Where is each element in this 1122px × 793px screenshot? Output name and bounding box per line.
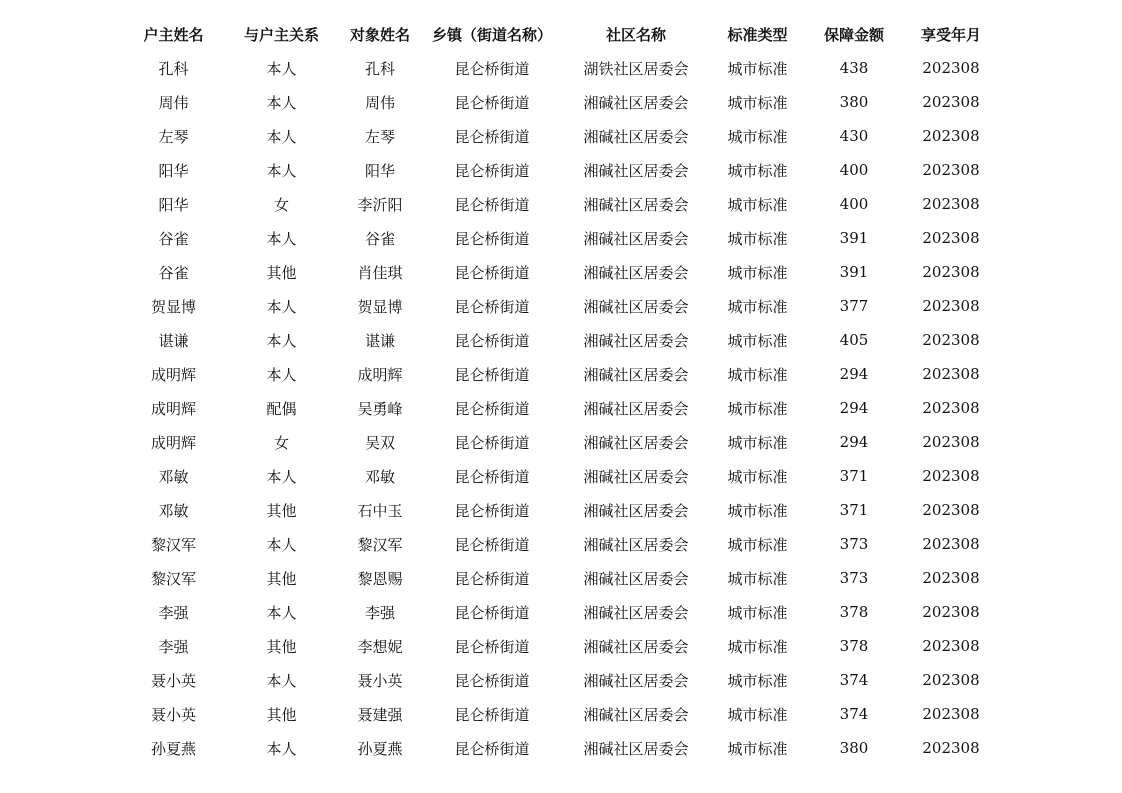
subdistrict-cell: 昆仑桥街道 bbox=[454, 637, 530, 656]
standard-type-cell: 城市标准 bbox=[727, 365, 788, 384]
householder-name-cell: 李强 bbox=[158, 603, 189, 622]
standard-type-cell: 城市标准 bbox=[727, 569, 788, 588]
community-cell: 湘碱社区居委会 bbox=[583, 569, 689, 588]
householder-name-cell: 邓敏 bbox=[158, 467, 189, 486]
recipient-name-cell: 吴双 bbox=[364, 433, 395, 452]
table-row bbox=[122, 595, 999, 629]
recipient-name-cell: 孔科 bbox=[364, 59, 395, 78]
standard-type-cell: 城市标准 bbox=[727, 603, 788, 622]
header-amount: 保障金额 bbox=[823, 25, 884, 44]
relation-cell: 本人 bbox=[266, 93, 297, 112]
amount-cell: 380 bbox=[839, 93, 869, 111]
relation-cell: 其他 bbox=[266, 569, 297, 588]
recipient-name-cell: 黎恩赐 bbox=[357, 569, 403, 588]
table-row bbox=[122, 527, 999, 561]
relation-cell: 本人 bbox=[266, 535, 297, 554]
amount-cell: 438 bbox=[839, 59, 869, 77]
header-community: 社区名称 bbox=[605, 25, 666, 44]
standard-type-cell: 城市标准 bbox=[727, 297, 788, 316]
standard-type-cell: 城市标准 bbox=[727, 399, 788, 418]
period-cell: 202308 bbox=[922, 705, 980, 723]
householder-name-cell: 成明辉 bbox=[150, 433, 196, 452]
community-cell: 湖铁社区居委会 bbox=[583, 59, 689, 78]
table-row bbox=[122, 391, 999, 425]
householder-name-cell: 黎汉军 bbox=[150, 535, 196, 554]
standard-type-cell: 城市标准 bbox=[727, 433, 788, 452]
period-cell: 202308 bbox=[922, 569, 980, 587]
header-subdistrict: 乡镇（街道名称） bbox=[431, 25, 552, 44]
table-body bbox=[122, 51, 999, 765]
header-recipient-name: 对象姓名 bbox=[349, 25, 410, 44]
table-row bbox=[122, 289, 999, 323]
recipient-name-cell: 石中玉 bbox=[357, 501, 403, 520]
recipient-name-cell: 聂建强 bbox=[357, 705, 403, 724]
subdistrict-cell: 昆仑桥街道 bbox=[454, 59, 530, 78]
subdistrict-cell: 昆仑桥街道 bbox=[454, 433, 530, 452]
subdistrict-cell: 昆仑桥街道 bbox=[454, 705, 530, 724]
amount-cell: 374 bbox=[839, 671, 869, 689]
amount-cell: 371 bbox=[839, 501, 869, 519]
standard-type-cell: 城市标准 bbox=[727, 229, 788, 248]
householder-name-cell: 贺显博 bbox=[150, 297, 196, 316]
householder-name-cell: 谌谦 bbox=[158, 331, 189, 350]
standard-type-cell: 城市标准 bbox=[727, 331, 788, 350]
subdistrict-cell: 昆仑桥街道 bbox=[454, 365, 530, 384]
householder-name-cell: 孔科 bbox=[158, 59, 189, 78]
recipient-name-cell: 李沂阳 bbox=[357, 195, 403, 214]
relation-cell: 本人 bbox=[266, 331, 297, 350]
period-cell: 202308 bbox=[922, 229, 980, 247]
standard-type-cell: 城市标准 bbox=[727, 263, 788, 282]
recipient-name-cell: 邓敏 bbox=[364, 467, 395, 486]
amount-cell: 391 bbox=[839, 229, 869, 247]
community-cell: 湘碱社区居委会 bbox=[583, 331, 689, 350]
amount-cell: 400 bbox=[839, 195, 869, 213]
amount-cell: 373 bbox=[839, 569, 869, 587]
amount-cell: 380 bbox=[839, 739, 869, 757]
period-cell: 202308 bbox=[922, 195, 980, 213]
table-header bbox=[122, 17, 999, 51]
relation-cell: 其他 bbox=[266, 501, 297, 520]
community-cell: 湘碱社区居委会 bbox=[583, 739, 689, 758]
standard-type-cell: 城市标准 bbox=[727, 127, 788, 146]
header-householder-name: 户主姓名 bbox=[143, 25, 204, 44]
period-cell: 202308 bbox=[922, 603, 980, 621]
relation-cell: 本人 bbox=[266, 467, 297, 486]
subdistrict-cell: 昆仑桥街道 bbox=[454, 603, 530, 622]
table-row bbox=[122, 697, 999, 731]
standard-type-cell: 城市标准 bbox=[727, 535, 788, 554]
period-cell: 202308 bbox=[922, 739, 980, 757]
header-row bbox=[122, 17, 999, 51]
community-cell: 湘碱社区居委会 bbox=[583, 671, 689, 690]
standard-type-cell: 城市标准 bbox=[727, 161, 788, 180]
subdistrict-cell: 昆仑桥街道 bbox=[454, 263, 530, 282]
standard-type-cell: 城市标准 bbox=[727, 195, 788, 214]
community-cell: 湘碱社区居委会 bbox=[583, 603, 689, 622]
header-relation: 与户主关系 bbox=[243, 25, 319, 44]
subdistrict-cell: 昆仑桥街道 bbox=[454, 569, 530, 588]
recipient-name-cell: 成明辉 bbox=[357, 365, 403, 384]
community-cell: 湘碱社区居委会 bbox=[583, 127, 689, 146]
recipient-name-cell: 黎汉军 bbox=[357, 535, 403, 554]
period-cell: 202308 bbox=[922, 93, 980, 111]
householder-name-cell: 左琴 bbox=[158, 127, 189, 146]
householder-name-cell: 谷雀 bbox=[158, 229, 189, 248]
recipient-name-cell: 谌谦 bbox=[364, 331, 395, 350]
table-row bbox=[122, 731, 999, 765]
community-cell: 湘碱社区居委会 bbox=[583, 229, 689, 248]
amount-cell: 294 bbox=[839, 433, 869, 451]
subdistrict-cell: 昆仑桥街道 bbox=[454, 399, 530, 418]
recipient-name-cell: 李强 bbox=[364, 603, 395, 622]
householder-name-cell: 阳华 bbox=[158, 161, 189, 180]
subdistrict-cell: 昆仑桥街道 bbox=[454, 739, 530, 758]
standard-type-cell: 城市标准 bbox=[727, 59, 788, 78]
header-standard-type: 标准类型 bbox=[727, 25, 788, 44]
period-cell: 202308 bbox=[922, 161, 980, 179]
relation-cell: 本人 bbox=[266, 161, 297, 180]
householder-name-cell: 成明辉 bbox=[150, 365, 196, 384]
subdistrict-cell: 昆仑桥街道 bbox=[454, 501, 530, 520]
recipient-name-cell: 贺显博 bbox=[357, 297, 403, 316]
householder-name-cell: 谷雀 bbox=[158, 263, 189, 282]
relation-cell: 本人 bbox=[266, 297, 297, 316]
relation-cell: 其他 bbox=[266, 263, 297, 282]
relation-cell: 本人 bbox=[266, 671, 297, 690]
amount-cell: 294 bbox=[839, 399, 869, 417]
table-row bbox=[122, 85, 999, 119]
period-cell: 202308 bbox=[922, 297, 980, 315]
table-row bbox=[122, 357, 999, 391]
relation-cell: 其他 bbox=[266, 637, 297, 656]
relation-cell: 女 bbox=[273, 195, 289, 214]
subdistrict-cell: 昆仑桥街道 bbox=[454, 535, 530, 554]
period-cell: 202308 bbox=[922, 59, 980, 77]
table-row bbox=[122, 255, 999, 289]
recipient-name-cell: 孙夏燕 bbox=[357, 739, 403, 758]
community-cell: 湘碱社区居委会 bbox=[583, 705, 689, 724]
relation-cell: 配偶 bbox=[266, 399, 297, 418]
amount-cell: 378 bbox=[839, 603, 869, 621]
table-row bbox=[122, 561, 999, 595]
table-row bbox=[122, 323, 999, 357]
householder-name-cell: 阳华 bbox=[158, 195, 189, 214]
subdistrict-cell: 昆仑桥街道 bbox=[454, 671, 530, 690]
subdistrict-cell: 昆仑桥街道 bbox=[454, 331, 530, 350]
standard-type-cell: 城市标准 bbox=[727, 671, 788, 690]
householder-name-cell: 邓敏 bbox=[158, 501, 189, 520]
householder-name-cell: 聂小英 bbox=[150, 705, 196, 724]
amount-cell: 377 bbox=[839, 297, 869, 315]
relation-cell: 本人 bbox=[266, 739, 297, 758]
householder-name-cell: 聂小英 bbox=[150, 671, 196, 690]
standard-type-cell: 城市标准 bbox=[727, 637, 788, 656]
period-cell: 202308 bbox=[922, 467, 980, 485]
standard-type-cell: 城市标准 bbox=[727, 93, 788, 112]
table-row bbox=[122, 425, 999, 459]
amount-cell: 405 bbox=[839, 331, 869, 349]
householder-name-cell: 李强 bbox=[158, 637, 189, 656]
recipient-name-cell: 肖佳琪 bbox=[357, 263, 403, 282]
standard-type-cell: 城市标准 bbox=[727, 467, 788, 486]
amount-cell: 373 bbox=[839, 535, 869, 553]
assistance-roster-table bbox=[122, 17, 999, 765]
period-cell: 202308 bbox=[922, 535, 980, 553]
amount-cell: 294 bbox=[839, 365, 869, 383]
relation-cell: 本人 bbox=[266, 127, 297, 146]
community-cell: 湘碱社区居委会 bbox=[583, 263, 689, 282]
subdistrict-cell: 昆仑桥街道 bbox=[454, 127, 530, 146]
subdistrict-cell: 昆仑桥街道 bbox=[454, 229, 530, 248]
relation-cell: 本人 bbox=[266, 59, 297, 78]
amount-cell: 400 bbox=[839, 161, 869, 179]
community-cell: 湘碱社区居委会 bbox=[583, 365, 689, 384]
amount-cell: 374 bbox=[839, 705, 869, 723]
subdistrict-cell: 昆仑桥街道 bbox=[454, 467, 530, 486]
subdistrict-cell: 昆仑桥街道 bbox=[454, 297, 530, 316]
amount-cell: 391 bbox=[839, 263, 869, 281]
table-row bbox=[122, 221, 999, 255]
standard-type-cell: 城市标准 bbox=[727, 501, 788, 520]
table-row bbox=[122, 459, 999, 493]
community-cell: 湘碱社区居委会 bbox=[583, 297, 689, 316]
recipient-name-cell: 周伟 bbox=[364, 93, 395, 112]
householder-name-cell: 周伟 bbox=[158, 93, 189, 112]
period-cell: 202308 bbox=[922, 637, 980, 655]
community-cell: 湘碱社区居委会 bbox=[583, 399, 689, 418]
relation-cell: 本人 bbox=[266, 365, 297, 384]
period-cell: 202308 bbox=[922, 331, 980, 349]
recipient-name-cell: 李想妮 bbox=[357, 637, 403, 656]
householder-name-cell: 孙夏燕 bbox=[150, 739, 196, 758]
relation-cell: 本人 bbox=[266, 603, 297, 622]
period-cell: 202308 bbox=[922, 263, 980, 281]
subdistrict-cell: 昆仑桥街道 bbox=[454, 195, 530, 214]
community-cell: 湘碱社区居委会 bbox=[583, 501, 689, 520]
table-row bbox=[122, 629, 999, 663]
period-cell: 202308 bbox=[922, 671, 980, 689]
community-cell: 湘碱社区居委会 bbox=[583, 637, 689, 656]
householder-name-cell: 黎汉军 bbox=[150, 569, 196, 588]
table-row bbox=[122, 153, 999, 187]
householder-name-cell: 成明辉 bbox=[150, 399, 196, 418]
relation-cell: 本人 bbox=[266, 229, 297, 248]
amount-cell: 430 bbox=[839, 127, 869, 145]
period-cell: 202308 bbox=[922, 433, 980, 451]
table-row bbox=[122, 119, 999, 153]
community-cell: 湘碱社区居委会 bbox=[583, 433, 689, 452]
subdistrict-cell: 昆仑桥街道 bbox=[454, 93, 530, 112]
community-cell: 湘碱社区居委会 bbox=[583, 93, 689, 112]
recipient-name-cell: 聂小英 bbox=[357, 671, 403, 690]
table-row bbox=[122, 187, 999, 221]
community-cell: 湘碱社区居委会 bbox=[583, 161, 689, 180]
table-row bbox=[122, 493, 999, 527]
recipient-name-cell: 左琴 bbox=[364, 127, 395, 146]
standard-type-cell: 城市标准 bbox=[727, 739, 788, 758]
community-cell: 湘碱社区居委会 bbox=[583, 467, 689, 486]
table-row bbox=[122, 663, 999, 697]
period-cell: 202308 bbox=[922, 501, 980, 519]
amount-cell: 371 bbox=[839, 467, 869, 485]
relation-cell: 女 bbox=[273, 433, 289, 452]
period-cell: 202308 bbox=[922, 365, 980, 383]
subdistrict-cell: 昆仑桥街道 bbox=[454, 161, 530, 180]
relation-cell: 其他 bbox=[266, 705, 297, 724]
period-cell: 202308 bbox=[922, 399, 980, 417]
table-row bbox=[122, 51, 999, 85]
header-period: 享受年月 bbox=[920, 25, 981, 44]
standard-type-cell: 城市标准 bbox=[727, 705, 788, 724]
community-cell: 湘碱社区居委会 bbox=[583, 195, 689, 214]
recipient-name-cell: 谷雀 bbox=[364, 229, 395, 248]
community-cell: 湘碱社区居委会 bbox=[583, 535, 689, 554]
recipient-name-cell: 吴勇峰 bbox=[357, 399, 403, 418]
recipient-name-cell: 阳华 bbox=[364, 161, 395, 180]
amount-cell: 378 bbox=[839, 637, 869, 655]
period-cell: 202308 bbox=[922, 127, 980, 145]
